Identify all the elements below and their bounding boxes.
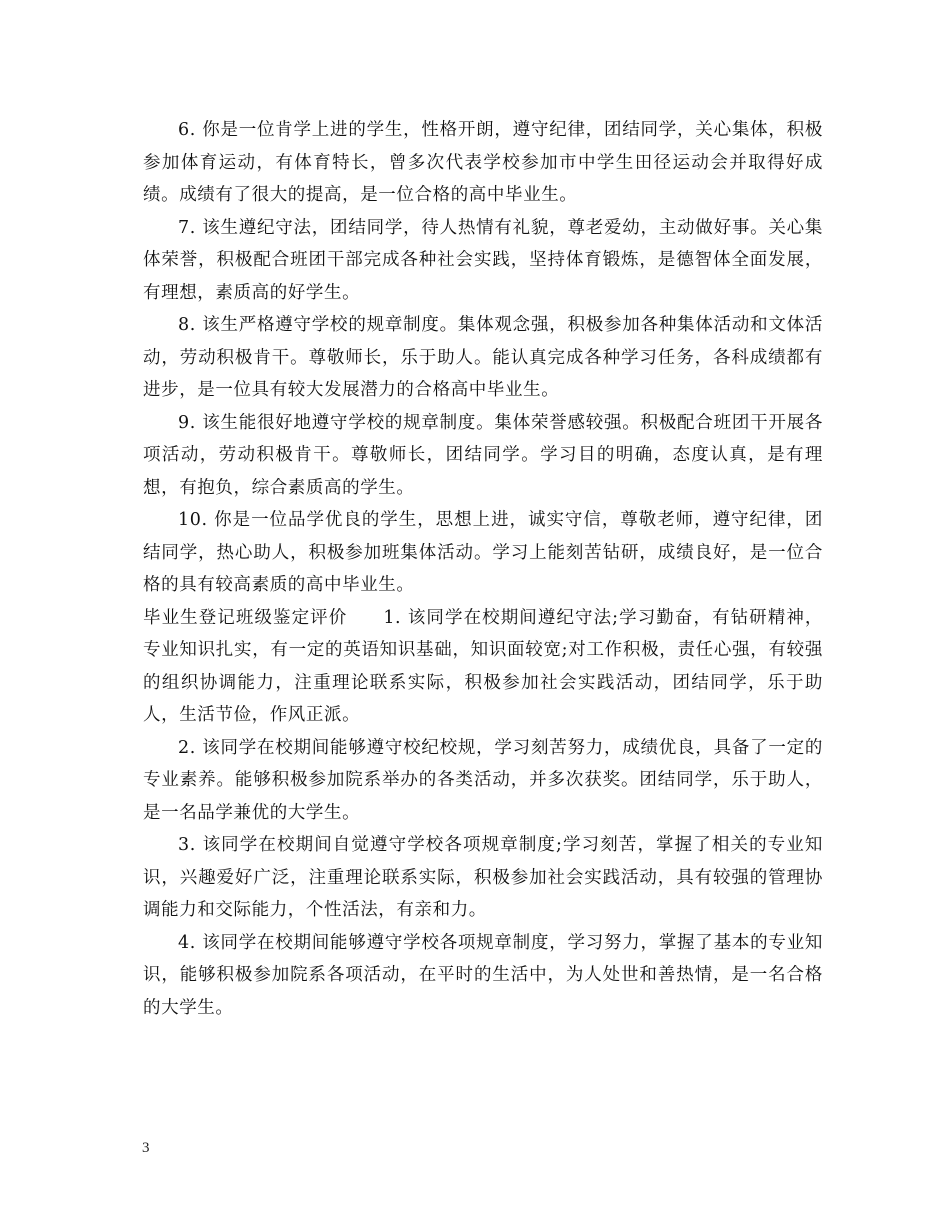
page-number: 3	[142, 1140, 150, 1156]
paragraph-item-8: 8. 该生严格遵守学校的规章制度。集体观念强，积极参加各种集体活动和文体活动，劳动积极肯干。尊敬师长，乐于助人。能认真完成各种学习任务，各科成绩都有进步，是一位具有较大发展潜力的合格高中毕业生。	[143, 315, 823, 400]
section-heading: 毕业生登记班级鉴定评价	[143, 607, 348, 628]
section-paragraph-1	[143, 602, 823, 732]
section-item-1: 1. 该同学在校期间遵纪守法;学习勤奋，有钻研精神，专业知识扎实，有一定的英语知识基础，知识面较宽;对工作积极，责任心强，有较强的组织协调能力，注重理论联系实际，积极参加社会实践活动，团结同学，乐于助人，生活节俭，作风正派。	[143, 607, 823, 725]
document-body	[143, 114, 823, 1024]
section-item-2: 2. 该同学在校期间能够遵守校纪校规，学习刻苦努力，成绩优良，具备了一定的专业素养。能够积极参加院系举办的各类活动，并多次获奖。团结同学，乐于助人，是一名品学兼优的大学生。	[143, 737, 823, 823]
paragraph-item-10: 10. 你是一位品学优良的学生，思想上进，诚实守信，尊敬老师，遵守纪律，团结同学，热心助人，积极参加班集体活动。学习上能刻苦钻研，成绩良好，是一位合格的具有较高素质的高中毕业生。	[143, 510, 823, 595]
section-item-3: 3. 该同学在校期间自觉遵守学校各项规章制度;学习刻苦，掌握了相关的专业知识，兴趣爱好广泛，注重理论联系实际，积极参加社会实践活动，具有较强的管理协调能力和交际能力，个性活法，有亲和力。	[143, 835, 823, 920]
paragraph-item-7: 7. 该生遵纪守法，团结同学，待人热情有礼貌，尊老爱幼，主动做好事。关心集体荣誉，积极配合班团干部完成各种社会实践，坚持体育锻炼，是德智体全面发展，有理想，素质高的好学生。	[143, 217, 823, 303]
section-item-4: 4. 该同学在校期间能够遵守学校各项规章制度，学习努力，掌握了基本的专业知识，能够积极参加院系各项活动，在平时的生活中，为人处世和善热情，是一名合格的大学生。	[143, 932, 823, 1018]
paragraph-item-9: 9. 该生能很好地遵守学校的规章制度。集体荣誉感较强。积极配合班团干开展各项活动，劳动积极肯干。尊敬师长，团结同学。学习目的明确，态度认真，是有理想，有抱负，综合素质高的学生。	[143, 412, 823, 498]
paragraph-item-6: 6. 你是一位肯学上进的学生，性格开朗，遵守纪律，团结同学，关心集体，积极参加体育运动，有体育特长，曾多次代表学校参加市中学生田径运动会并取得好成绩。成绩有了很大的提高，是一位合格的高中毕业生。	[143, 120, 823, 205]
